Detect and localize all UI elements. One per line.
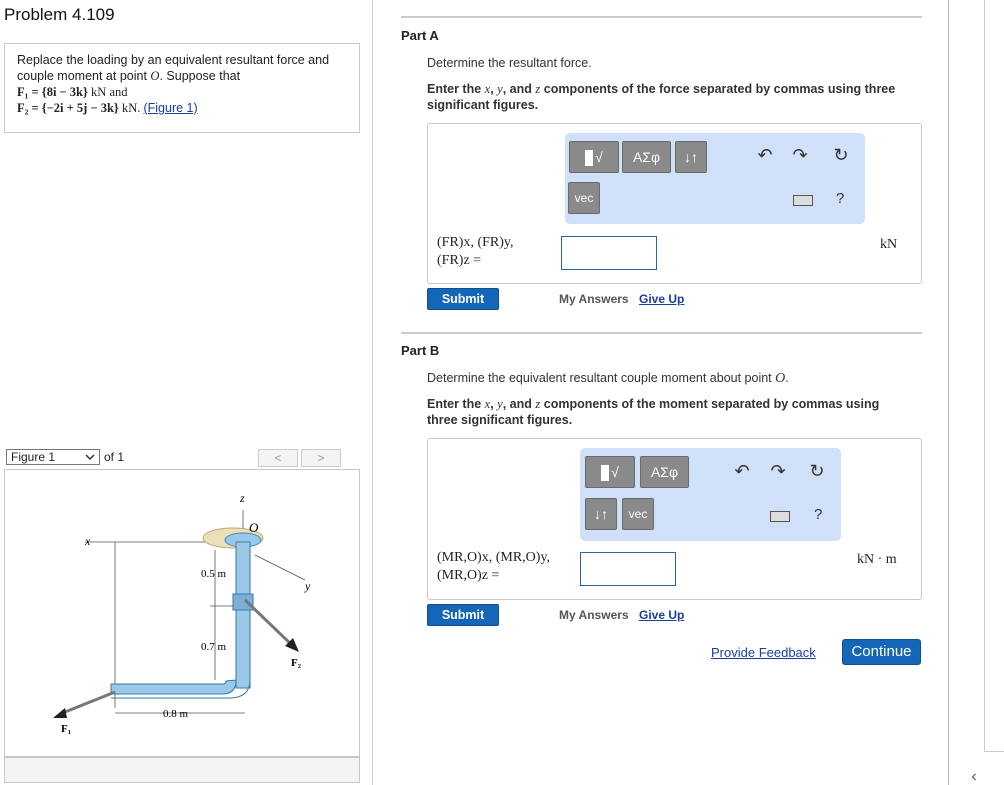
var-z: z [535,82,541,96]
help-icon[interactable]: ? [814,506,823,523]
statement-f2 [17,100,347,116]
templates-button[interactable] [569,141,619,173]
redo-icon[interactable]: ↷ [770,461,786,481]
right-divider [948,0,949,785]
greek-button[interactable]: ΑΣφ [640,456,689,488]
sqrt-icon: √ [595,149,603,165]
dim-label-08: 0.8 m [163,708,189,720]
right-panel [984,0,1004,752]
divider [401,332,922,334]
keyboard-icon[interactable] [770,511,790,522]
f2-value: = {−2i + 5j − 3k} [28,101,119,115]
reset-icon[interactable]: ↻ [833,145,849,165]
templates-button[interactable] [585,456,635,488]
part-b-give-up[interactable]: Give Up [639,608,685,622]
instr-text: , and [502,397,536,411]
var-x: x [484,397,491,411]
part-a-heading: Part A [401,28,439,43]
reset-icon[interactable]: ↻ [809,461,825,481]
dim-label-05: 0.5 m [201,568,227,580]
prompt-text: Determine the equivalent resultant couple moment about point [427,371,776,385]
statement-text: . Suppose that [159,69,241,83]
instr-text: , [490,397,498,411]
part-a-give-up[interactable]: Give Up [639,292,685,306]
part-b-prompt [427,371,789,387]
vertical-pipe [236,542,250,688]
instr-text: significant figures. [427,98,539,112]
figure-panel [4,469,360,757]
var-x: x [484,82,491,96]
instr-text: Enter the [427,397,485,411]
part-a-submit-button[interactable]: Submit [427,288,499,310]
arrows-button[interactable]: ↓↑ [585,498,617,530]
part-a-unit: kN [880,237,898,252]
part-a-instructions [427,81,927,113]
part-a-label [437,234,514,270]
figure-footer [4,757,360,783]
part-b-my-answers[interactable]: My Answers [559,608,629,622]
next-figure-button[interactable]: > [301,449,341,467]
divider [401,16,922,18]
instr-text: three significant figures. [427,413,573,427]
keyboard-icon[interactable] [793,195,813,206]
instr-text: components of the force separated by commas using three [540,82,896,96]
continue-button[interactable]: Continue [842,639,921,665]
f2-label: F₂ [291,657,302,669]
figure-link[interactable]: (Figure 1) [143,101,198,115]
sqrt-icon: √ [611,464,619,480]
instr-text: , and [502,82,536,96]
statement-line1: Replace the loading by an equivalent resultant force and [17,53,330,67]
template-icon [585,150,593,166]
part-a-answer-input[interactable] [561,236,657,270]
f2-label: F₂ [17,101,29,115]
label-line: (FR)x, (FR)y, [437,235,514,250]
z-label: z [240,491,245,505]
y-label: y [305,579,311,593]
help-icon[interactable]: ? [836,190,845,207]
part-b-label [437,549,550,585]
figure-select[interactable] [6,449,100,465]
instr-text: , [490,82,498,96]
undo-icon[interactable]: ↶ [734,461,750,481]
prompt-text: . [785,371,789,385]
part-b-unit: kN · m [857,552,897,567]
statement-line2 [17,68,347,84]
problem-statement [4,43,360,133]
part-b-submit-button[interactable]: Submit [427,604,499,626]
provide-feedback-link[interactable]: Provide Feedback [711,645,816,660]
point-o: O [150,69,160,83]
dim-label-07: 0.7 m [201,641,227,653]
part-a-prompt: Determine the resultant force. [427,56,592,70]
chevron-down-icon [84,451,96,466]
part-a-my-answers[interactable]: My Answers [559,292,629,306]
figure-select-value: Figure 1 [11,450,56,464]
f2-unit: kN. [118,101,144,115]
template-icon [601,465,609,481]
greek-button[interactable]: ΑΣφ [622,141,671,173]
y-axis-line [255,555,305,580]
var-y: y [497,397,503,411]
f1-arrow-icon [53,708,67,718]
undo-icon[interactable]: ↶ [757,145,773,165]
f1-label: F₁ [17,85,29,99]
var-z: z [535,397,541,411]
label-line: (MR,O)x, (MR,O)y, [437,550,551,565]
f1-label: F₁ [61,723,72,735]
label-line: (MR,O)z = [437,568,500,583]
redo-icon[interactable]: ↷ [792,145,808,165]
f1-rope [60,692,115,714]
figure-count: of 1 [104,450,125,464]
part-b-answer-input[interactable] [580,552,676,586]
instr-text: Enter the [427,82,485,96]
label-line: (FR)z = [437,253,482,268]
figure-diagram [5,470,359,756]
statement-f1 [17,84,347,100]
point-o: O [775,371,786,386]
statement-text: couple moment at point [17,69,151,83]
f1-value: = {8i − 3k} [28,85,88,99]
arrows-button[interactable]: ↓↑ [675,141,707,173]
pipe-collar [233,594,253,610]
f2-rope [245,600,295,648]
var-y: y [497,82,503,96]
prev-figure-button[interactable]: < [258,449,298,467]
chevron-left-icon[interactable]: ‹ [971,768,977,785]
f1-unit: kN and [87,85,128,99]
problem-title: Problem 4.109 [4,5,115,24]
part-b-heading: Part B [401,343,440,358]
instr-text: components of the moment separated by commas using [540,397,880,411]
o-label: O [249,520,259,535]
vec-button[interactable]: vec [622,498,654,530]
part-b-instructions [427,396,927,428]
vec-button[interactable]: vec [568,182,600,214]
horizontal-pipe [111,680,236,694]
x-label: x [85,534,91,548]
